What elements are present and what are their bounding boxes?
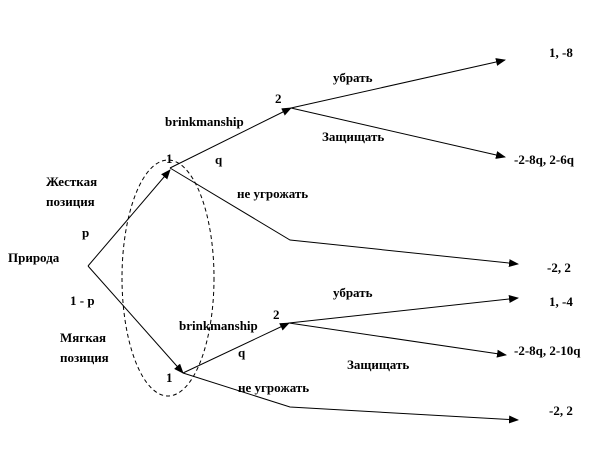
payoff-high-withdraw: 1, -8 [549,45,573,60]
label-q-low: q [238,345,246,360]
label-tough-line2: позиция [46,194,95,209]
edge-no-threat-low [183,373,518,420]
label-no-threat-low: не угрожать [238,380,310,395]
label-defend-low: Защищать [347,357,410,372]
edge-withdraw-low [289,298,518,323]
label-tough-line1: Жесткая [46,174,98,189]
node-player2-high-label: 2 [275,91,282,106]
edge-nature-to-tough [88,170,170,266]
label-probability-1-minus-p: 1 - p [70,293,95,308]
information-set-ellipse [122,160,214,396]
payoff-low-no-threat: -2, 2 [549,403,573,418]
payoff-high-no-threat: -2, 2 [547,260,571,275]
payoff-low-withdraw: 1, -4 [549,294,573,309]
node-player2-low-label: 2 [273,307,280,322]
label-defend-high: Защищать [322,129,385,144]
label-soft-line1: Мягкая [60,330,107,345]
node-player1-high-label: 1 [166,151,173,166]
label-brinkmanship-high: brinkmanship [165,114,244,129]
label-probability-p: p [82,225,90,240]
label-q-high: q [215,152,223,167]
node-nature-label: Природа [8,250,60,265]
payoff-high-defend: -2-8q, 2-6q [514,152,574,167]
label-soft-line2: позиция [60,350,109,365]
payoff-low-defend: -2-8q, 2-10q [514,343,581,358]
label-brinkmanship-low: brinkmanship [179,318,258,333]
label-withdraw-high: убрать [333,70,373,85]
edge-no-threat-high [170,168,518,264]
label-withdraw-low: убрать [333,285,373,300]
edge-defend-low [289,323,506,355]
label-no-threat-high: не угрожать [237,186,309,201]
edge-withdraw-high [291,60,505,108]
node-player1-low-label: 1 [166,370,173,385]
